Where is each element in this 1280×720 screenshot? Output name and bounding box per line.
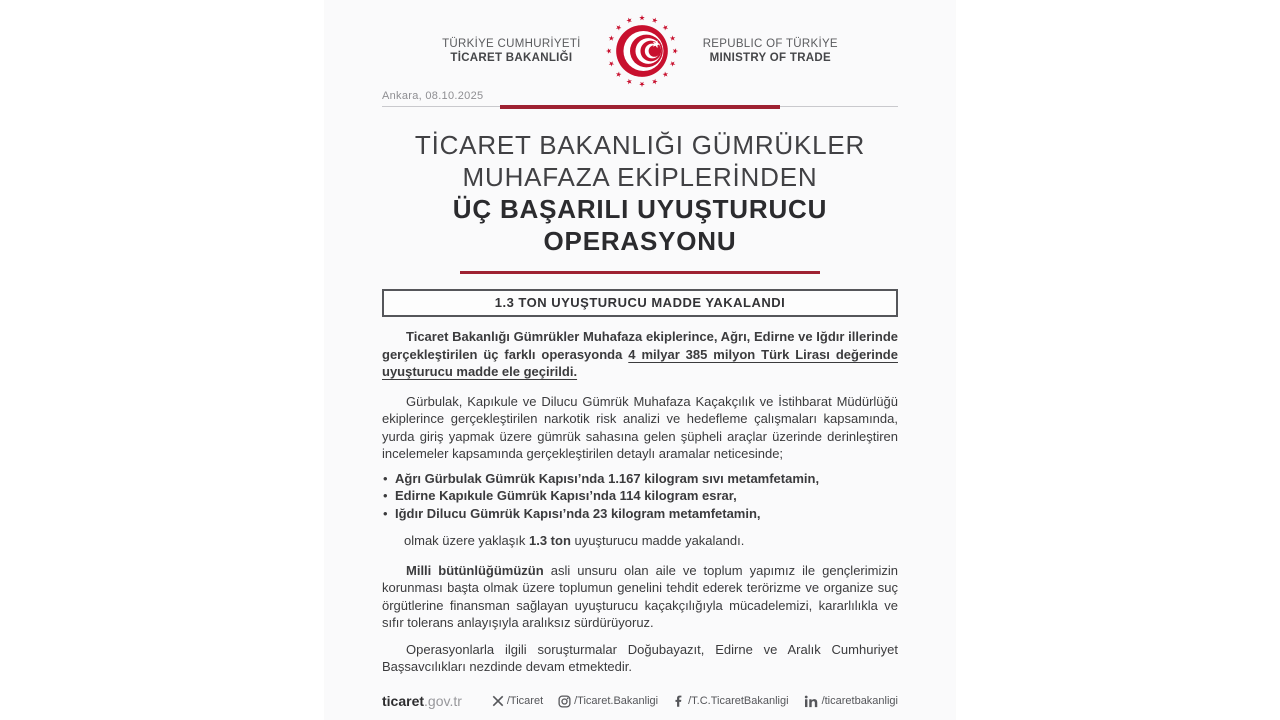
title-line-4: OPERASYONU [543, 226, 737, 256]
website-bold-part: ticaret [382, 693, 425, 709]
letterhead [382, 0, 898, 90]
social-link-instagram[interactable] [558, 695, 658, 708]
ministry-name-tr-line1: TÜRKİYE CUMHURİYETİ [442, 37, 581, 50]
social-handle: /ticaretbakanligi [821, 695, 898, 707]
list-item [382, 505, 898, 523]
social-handle: /T.C.TicaretBakanligi [688, 695, 789, 707]
paragraph-operation-details: Gürbulak, Kapıkule ve Dilucu Gümrük Muhafaza Kaçakçılık ve İstihbarat Müdürlüğü ekiplerince gerçekleştirilen narkotik risk analizi ve hedefleme çalışmaları kapsamında, yurda giriş yapmak üzere gümrük sahasına gelen şüpheli araçlar üzerinde derinleştiren incelemeler kapsamında gerçekleştirilen detaylı aramalar neticesinde; [382, 393, 898, 461]
dateline [382, 90, 898, 110]
paragraph-prosecution: Operasyonlarla ilgili soruşturmalar Doğubayazıt, Edirne ve Aralık Cumhuriyet Başsavcılıkları nezdinde devam etmektedir. [382, 641, 898, 674]
bullet-agri: Ağrı Gürbulak Gümrük Kapısı’nda 1.167 kilogram sıvı metamfetamin, [395, 470, 820, 486]
linkedin-icon [804, 695, 819, 708]
social-link-facebook[interactable] [673, 695, 788, 708]
headline-banner-text: 1.3 TON UYUŞTURUCU MADDE YAKALANDI [494, 295, 786, 310]
ministry-name-tr-line2: TİCARET BAKANLIĞI [450, 52, 573, 64]
title-line-3: ÜÇ BAŞARILI UYUŞTURUCU [452, 194, 828, 224]
paragraph-policy-statement [382, 562, 898, 632]
website-link[interactable] [382, 693, 462, 709]
social-links [492, 695, 898, 708]
press-release-document [325, 0, 955, 720]
press-release-title [382, 129, 898, 257]
ministry-name-english [703, 37, 838, 66]
summary-total-weight: 1.3 ton [529, 533, 571, 548]
ministry-of-trade-emblem-logo [603, 12, 681, 90]
paragraph-seizure-value [382, 328, 898, 381]
crescents-and-star [616, 25, 668, 77]
paragraph-1-underlined-value: 4 milyar 385 milyon Türk Lirası değerinde uyuşturucu madde ele geçirildi. [382, 346, 898, 379]
social-link-x[interactable] [492, 695, 543, 707]
website-domain-part: .gov.tr [424, 693, 462, 709]
list-item [382, 470, 898, 488]
date-location: Ankara, 08.10.2025 [382, 90, 484, 102]
seizure-bullet-list [382, 470, 898, 523]
social-link-linkedin[interactable] [804, 695, 898, 708]
policy-statement-lead: Milli bütünlüğümüzün [406, 562, 544, 578]
social-handle: /Ticaret [506, 695, 544, 707]
policy-statement-rest: asli unsuru olan aile ve toplum yapımız ile gençlerimizin korunması başta olmak üzere toplumun genelini tehdit ederek terörizme ve organize suç örgütlerine finansman sağlayan uyuşturucu kaçakçılığıyla mücadelemizi, kararlılıkla ve sıfır tolerans anlayışıyla aralıksız sürdürüyoruz. [382, 562, 898, 630]
x-twitter-icon [492, 695, 504, 707]
summary-lead: olmak üzere yaklaşık [404, 533, 529, 548]
title-red-underline [460, 271, 820, 274]
header-red-bar [500, 105, 780, 109]
title-line-2: MUHAFAZA EKİPLERİNDEN [462, 162, 818, 192]
body-content [382, 328, 898, 676]
title-line-1: TİCARET BAKANLIĞI GÜMRÜKLER [414, 130, 866, 160]
ministry-name-turkish [442, 37, 581, 66]
bullet-edirne: Edirne Kapıkule Gümrük Kapısı’nda 114 kilogram esrar, [395, 488, 737, 503]
facebook-icon [673, 695, 685, 708]
paragraph-total-summary [382, 532, 898, 550]
paragraph-1-lead: Ticaret Bakanlığı Gümrükler Muhafaza ekiplerince, Ağrı, Edirne ve Iğdır illerinde gerçekleştirilen üç farklı operasyonda [382, 329, 898, 362]
social-handle: /Ticaret.Bakanligi [574, 695, 659, 707]
ministry-name-en-line1: REPUBLIC OF TÜRKİYE [702, 37, 838, 50]
summary-tail: uyuşturucu madde yakalandı. [570, 533, 745, 548]
instagram-icon [558, 695, 571, 708]
list-item [382, 487, 898, 505]
bullet-igdir: Iğdır Dilucu Gümrük Kapısı’nda 23 kilogram metamfetamin, [395, 505, 761, 521]
ministry-name-en-line2: MINISTRY OF TRADE [709, 52, 831, 64]
footer [382, 693, 898, 709]
header-divider-line [382, 106, 898, 110]
headline-banner-box [382, 289, 898, 317]
